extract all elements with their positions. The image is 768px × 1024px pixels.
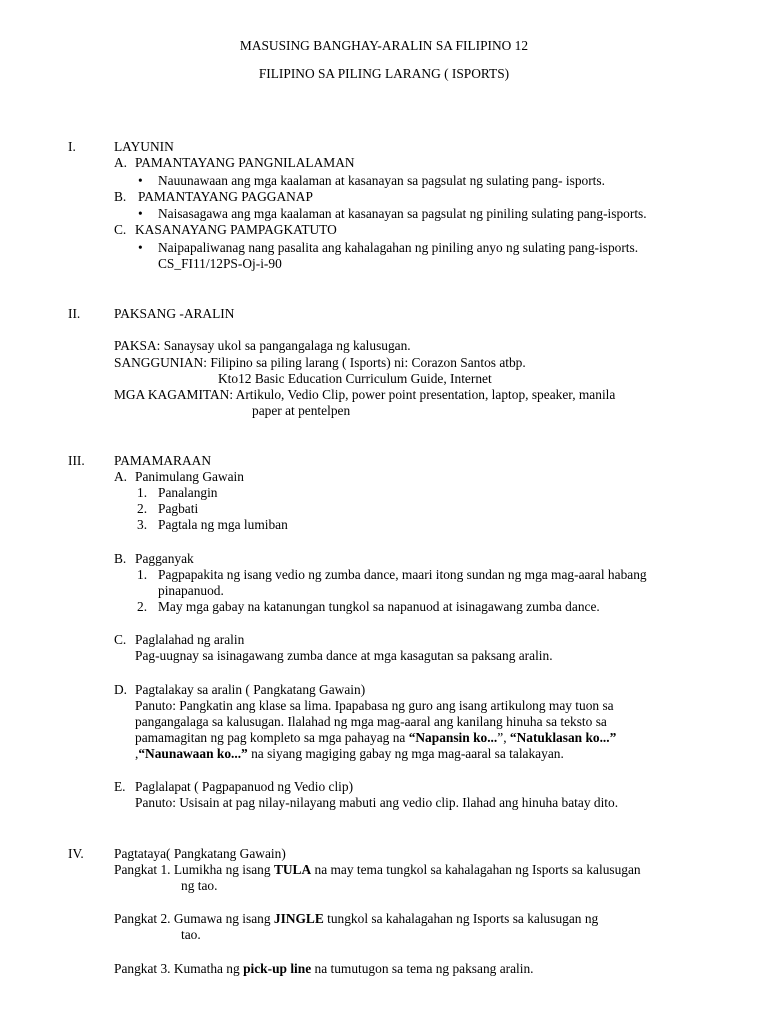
section-title: PAKSANG -ARALIN [114, 306, 235, 321]
bullet-icon: • [138, 173, 143, 188]
item-heading: Panimulang Gawain [135, 469, 244, 484]
kagamitan-line: MGA KAGAMITAN: Artikulo, Vedio Clip, power point presentation, laptop, speaker, manila [114, 387, 616, 402]
list-number: 1. [137, 567, 148, 582]
text-run: Pangkat 3. Kumatha ng [114, 961, 244, 976]
item-text [135, 730, 616, 746]
list-item: Pagtala ng mga lumiban [158, 517, 288, 532]
item-text: pangangalaga sa kalusugan. Ilalahad ng mga mag-aaral ang kanilang hinuha sa teksto sa [135, 714, 607, 729]
list-number: 1. [137, 485, 148, 500]
list-item: Pagbati [158, 501, 199, 516]
item-text: Panuto: Pangkatin ang klase sa lima. Ipapabasa ng guro ang isang artikulong may tuon sa [135, 698, 614, 713]
pangkat-2-cont: tao. [181, 927, 201, 942]
item-text: Pag-uugnay sa isinagawang zumba dance at mga kasagutan sa paksang aralin. [135, 648, 553, 663]
pangkat-3 [114, 961, 534, 977]
text-run: na siyang magiging gabay ng mga mag-aaral sa talakayan. [247, 746, 564, 761]
item-letter: A. [114, 155, 128, 170]
text-run: tungkol sa kahalagahan ng Isports sa kalusugan ng [323, 911, 599, 926]
kagamitan-line-cont: paper at pentelpen [252, 403, 351, 418]
section-number: III. [68, 453, 85, 468]
item-heading: PAMANTAYANG PANGNILALAMAN [135, 155, 355, 170]
item-heading: KASANAYANG PAMPAGKATUTO [135, 222, 337, 237]
list-item: May mga gabay na katanungan tungkol sa napanuod at isinagawang zumba dance. [158, 599, 600, 614]
section-title: Pagtataya( Pangkatang Gawain) [114, 846, 286, 861]
section-number: II. [68, 306, 81, 321]
item-letter: E. [114, 779, 126, 794]
bullet-text: Naisasagawa ang mga kaalaman at kasanayan sa pagsulat ng piniling sulating pang-isports. [158, 206, 647, 221]
item-letter: A. [114, 469, 128, 484]
pangkat-1 [114, 862, 641, 878]
document-title: MASUSING BANGHAY-ARALIN SA FILIPINO 12 [239, 38, 529, 53]
item-text [135, 746, 564, 762]
paksa-line: PAKSA: Sanaysay ukol sa pangangalaga ng kalusugan. [114, 338, 411, 353]
list-item-cont: pinapanuod. [158, 583, 224, 598]
bullet-text: Naipapaliwanag nang pasalita ang kahalagahan ng piniling anyo ng sulating pang-isports. [158, 240, 639, 255]
list-item: Panalangin [158, 485, 218, 500]
text-run: na may tema tungkol sa kahalagahan ng Isports sa kalusugan [311, 862, 641, 877]
section-title: LAYUNIN [114, 139, 174, 154]
text-run: ”, [497, 730, 510, 745]
keyword-pickup-line: pick-up line [243, 961, 312, 976]
text-run: na tumutugon sa tema ng paksang aralin. [311, 961, 534, 976]
item-letter: C. [114, 632, 127, 647]
item-heading: Pagganyak [135, 551, 194, 566]
text-run: pamamagitan ng pag kompleto sa mga pahayag na [135, 730, 409, 745]
sanggunian-line: SANGGUNIAN: Filipino sa piling larang ( Isports) ni: Corazon Santos atbp. [114, 355, 526, 370]
item-heading: Paglalapat ( Pagpapanuod ng Vedio clip) [135, 779, 354, 794]
item-heading: Paglalahad ng aralin [135, 632, 245, 647]
item-letter: B. [114, 551, 127, 566]
document-subtitle: FILIPINO SA PILING LARANG ( ISPORTS) [258, 66, 510, 81]
keyword-tula: TULA [273, 862, 312, 877]
section-title: PAMAMARAAN [114, 453, 211, 468]
keyword-jingle: JINGLE [273, 911, 324, 926]
text-run: Pangkat 1. Lumikha ng isang [114, 862, 274, 877]
pangkat-1-cont: ng tao. [181, 878, 218, 893]
item-letter: C. [114, 222, 127, 237]
bullet-icon: • [138, 240, 143, 255]
item-letter: D. [114, 682, 128, 697]
section-number: I. [68, 139, 76, 154]
bullet-icon: • [138, 206, 143, 221]
section-number: IV. [68, 846, 84, 861]
prompt-napansin: “Napansin ko... [408, 730, 498, 745]
list-number: 3. [137, 517, 148, 532]
item-text: Panuto: Usisain at pag nilay-nilayang mabuti ang vedio clip. Ilahad ang hinuha batay dito. [135, 795, 619, 810]
prompt-naunawaan: “Naunawaan ko...” [138, 746, 248, 761]
list-number: 2. [137, 501, 148, 516]
pangkat-2 [114, 911, 598, 927]
text-run: , [135, 746, 139, 761]
prompt-natuklasan: “Natuklasan ko...” [509, 730, 617, 745]
list-number: 2. [137, 599, 148, 614]
item-heading: PAMANTAYANG PAGGANAP [138, 189, 313, 204]
text-run: Pangkat 2. Gumawa ng isang [114, 911, 274, 926]
list-item: Pagpapakita ng isang vedio ng zumba dance, maari itong sundan ng mga mag-aaral habang [158, 567, 647, 582]
bullet-text: Nauunawaan ang mga kaalaman at kasanayan sa pagsulat ng sulating pang- isports. [158, 173, 605, 188]
sanggunian-line-cont: Kto12 Basic Education Curriculum Guide, Internet [218, 371, 492, 386]
item-heading: Pagtalakay sa aralin ( Pangkatang Gawain) [135, 682, 366, 697]
competency-code: CS_FI11/12PS-Oj-i-90 [158, 256, 282, 271]
item-letter: B. [114, 189, 127, 204]
